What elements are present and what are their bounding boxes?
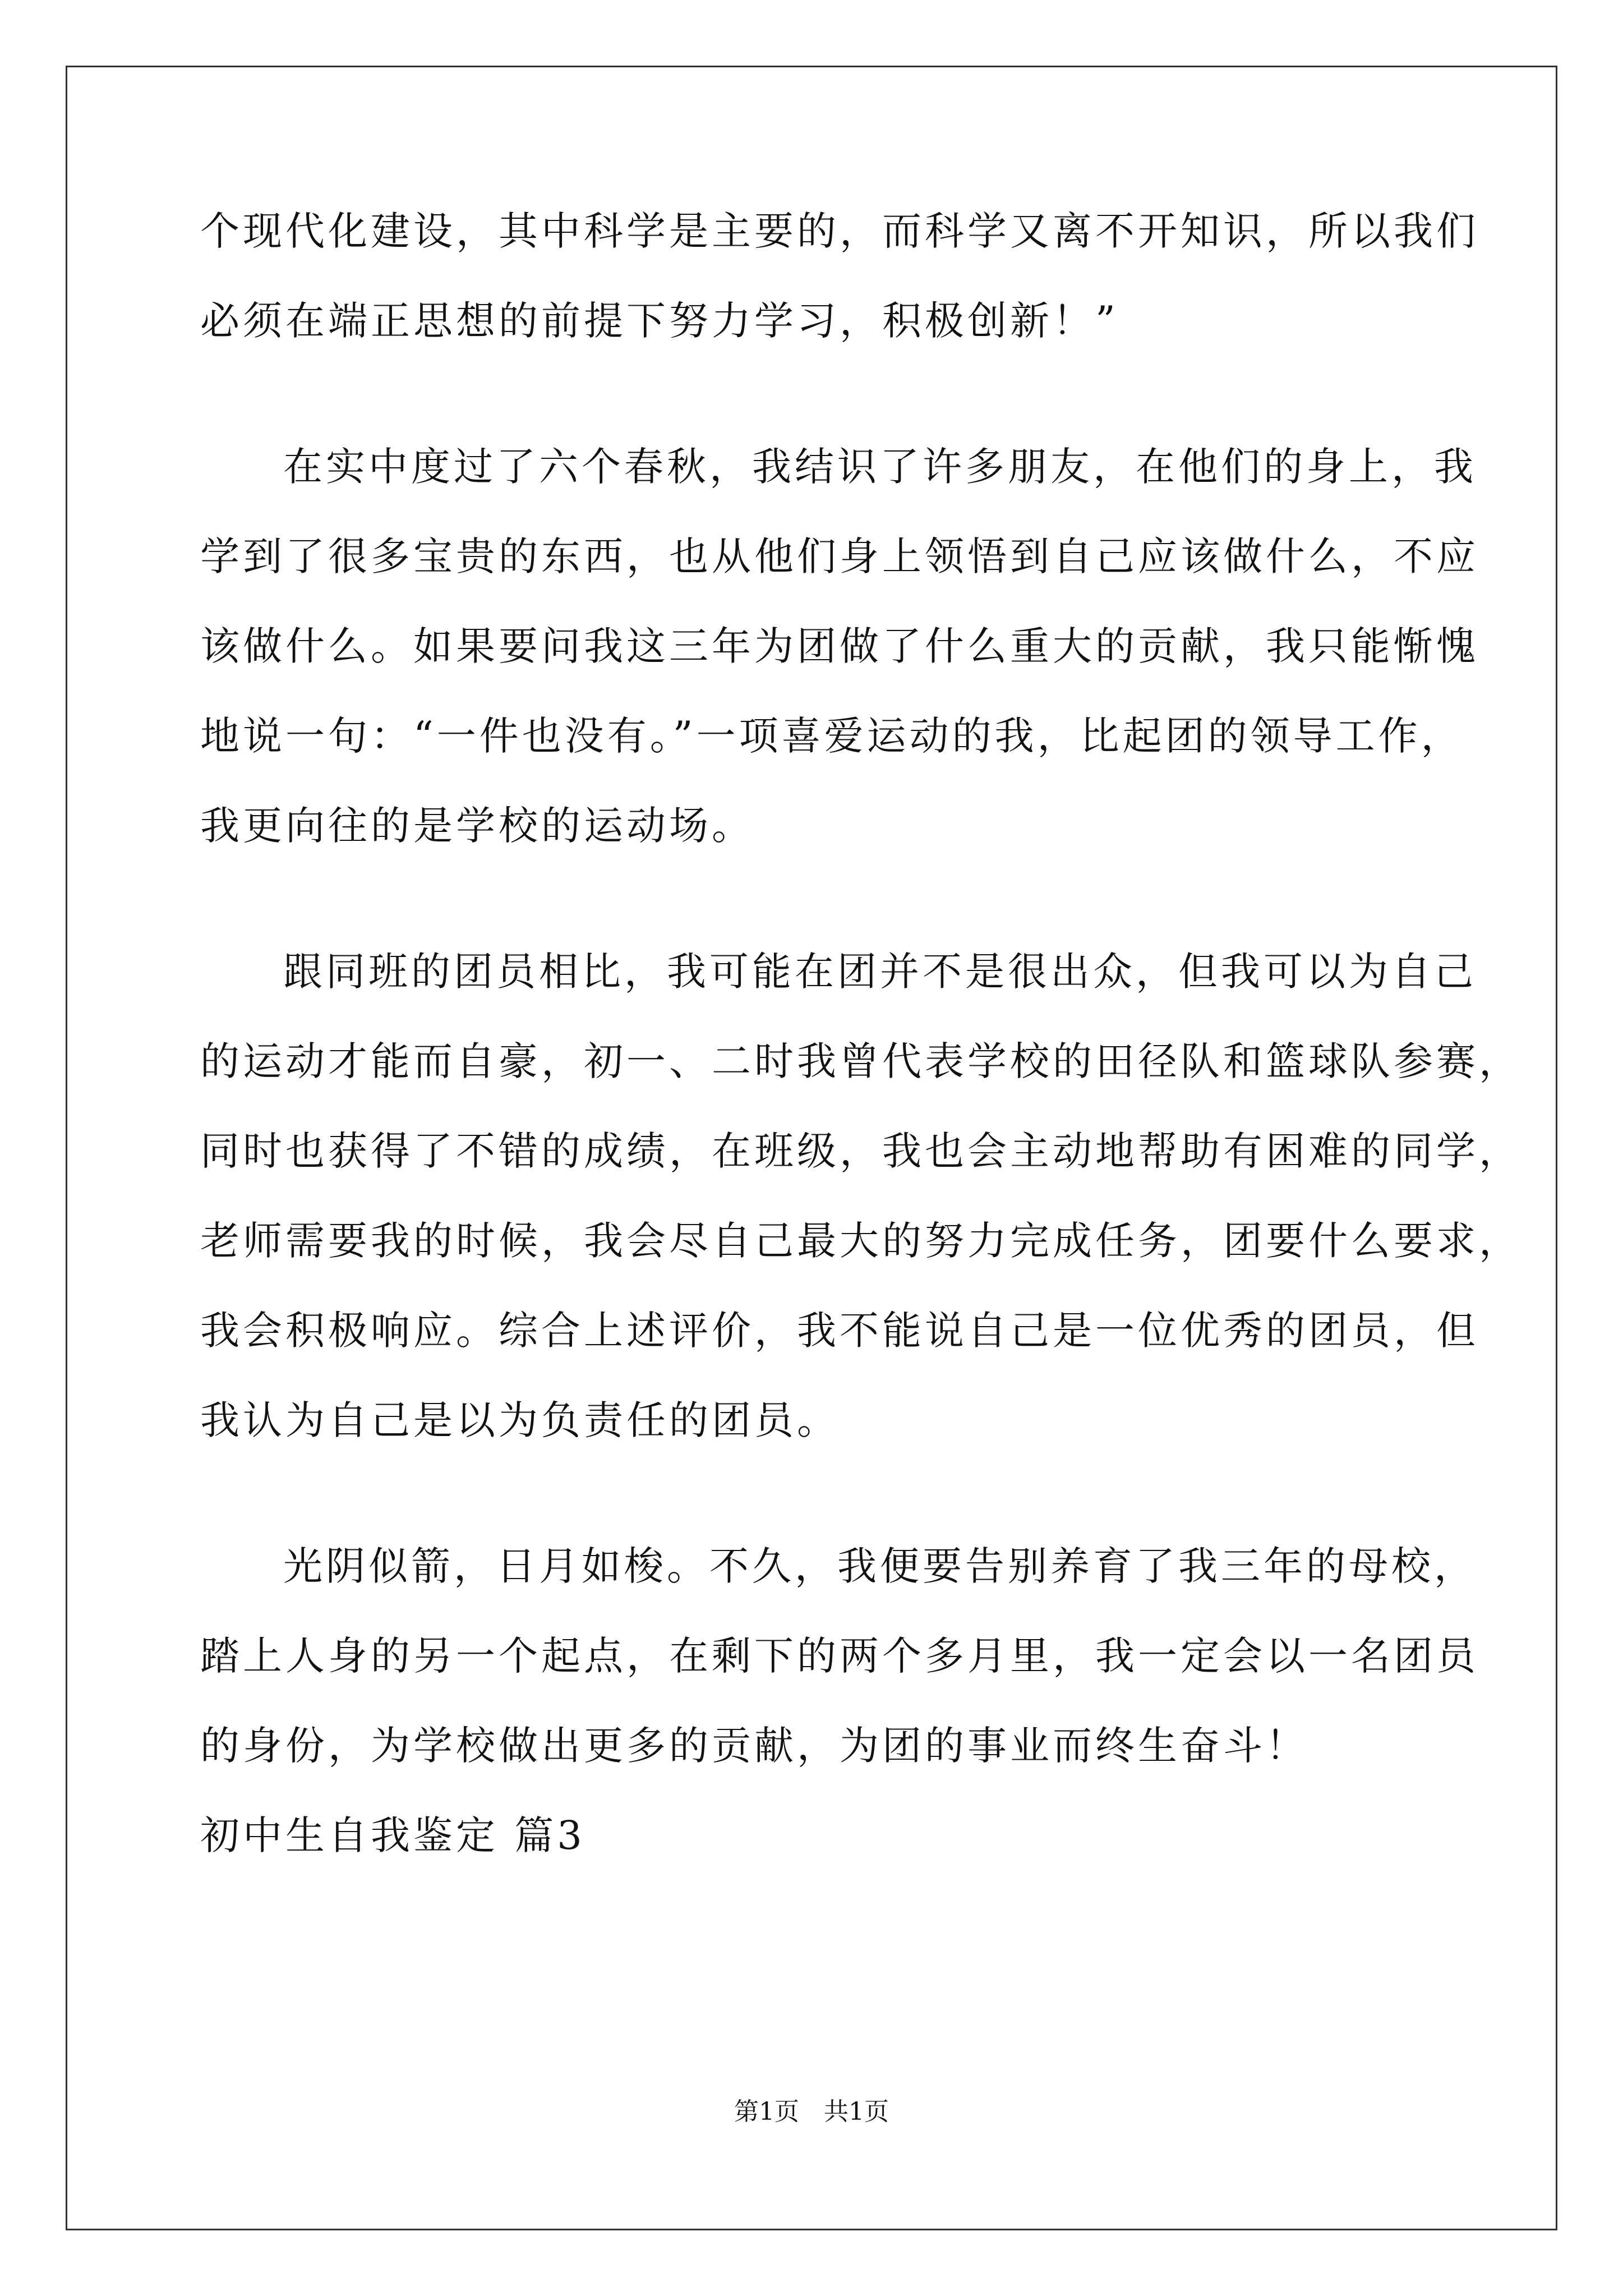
body-text-line: 个现代化建设，其中科学是主要的，而科学又离不开知识，所以我们: [200, 208, 1479, 254]
body-text-line: 该做什么。如果要问我这三年为团做了什么重大的贡献，我只能惭愧: [200, 623, 1479, 669]
body-text-line: 的运动才能而自豪，初一、二时我曾代表学校的田径队和篮球队参赛，: [200, 1038, 1521, 1084]
page-footer: 第1页 共1页: [734, 2097, 889, 2126]
body-text-line: 地说一句：“一件也没有。”一项喜爱运动的我，比起团的领导工作，: [200, 713, 1464, 759]
body-text-line: 学到了很多宝贵的东西，也从他们身上领悟到自己应该做什么，不应: [200, 533, 1479, 579]
body-text-line: 必须在端正思想的前提下努力学习，积极创新！”: [200, 298, 1119, 344]
body-text-line: 我会积极响应。综合上述评价，我不能说自己是一位优秀的团员，但: [200, 1308, 1479, 1354]
body-text-line: 同时也获得了不错的成绩，在班级，我也会主动地帮助有困难的同学，: [200, 1128, 1521, 1174]
body-text-line: 光阴似箭，日月如梭。不久，我便要告别养育了我三年的母校，: [283, 1543, 1477, 1589]
body-text-line: 我更向往的是学校的运动场。: [200, 803, 754, 849]
body-text-line: 我认为自己是以为负责任的团员。: [200, 1397, 840, 1443]
body-text-line: 踏上人身的另一个起点，在剩下的两个多月里，我一定会以一名团员: [200, 1633, 1479, 1679]
body-text-line: 在实中度过了六个春秋，我结识了许多朋友，在他们的身上，我: [283, 444, 1477, 490]
section-heading: 初中生自我鉴定 篇3: [200, 1812, 585, 1858]
body-text-line: 跟同班的团员相比，我可能在团并不是很出众，但我可以为自己: [283, 949, 1477, 995]
body-text-line: 老师需要我的时候，我会尽自己最大的努力完成任务，团要什么要求，: [200, 1218, 1521, 1264]
body-text-line: 的身份，为学校做出更多的贡献，为团的事业而终生奋斗！: [200, 1723, 1308, 1769]
